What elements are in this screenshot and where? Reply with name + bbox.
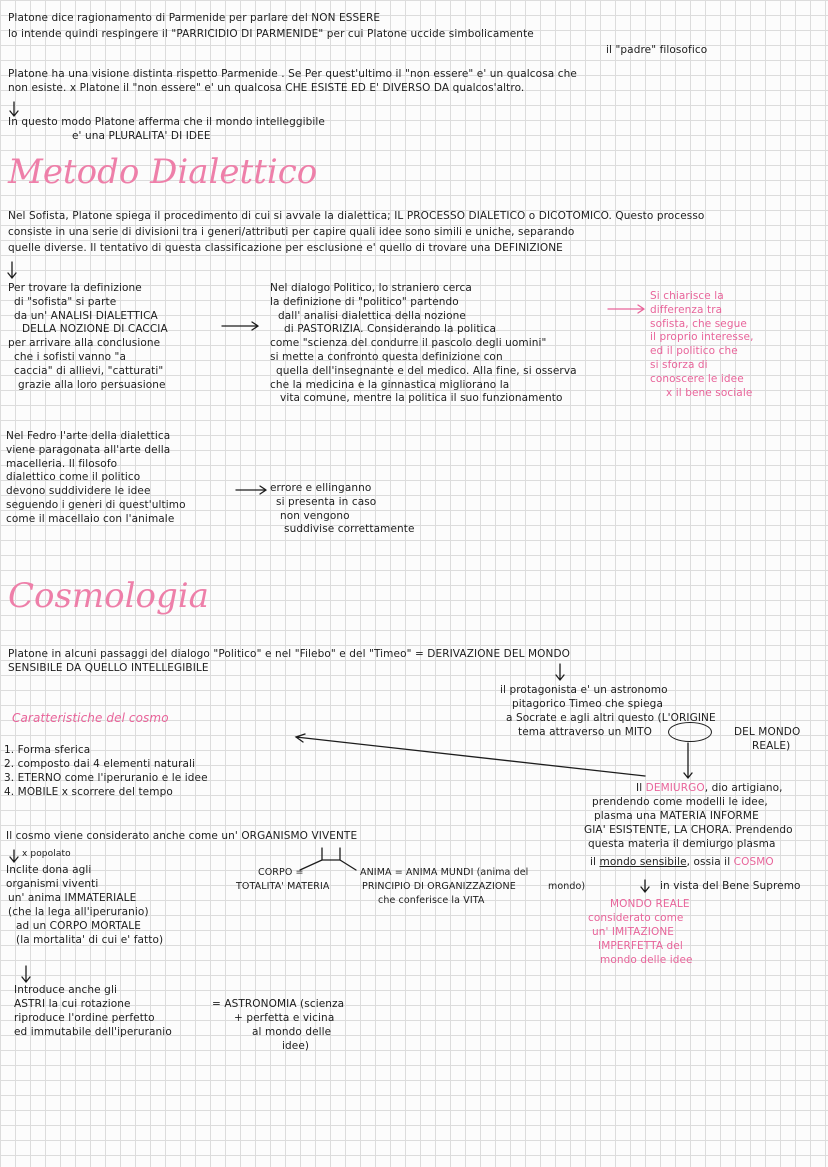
- intro-line: Platone dice ragionamento di Parmenide per parlare del NON ESSERE: [8, 12, 381, 24]
- timeo-line: il protagonista e' un astronomo: [500, 684, 668, 696]
- mondo-reale-line: considerato come: [588, 912, 684, 924]
- bracket-line: [300, 860, 356, 870]
- corpo-line: TOTALITA' MATERIA: [236, 881, 330, 892]
- down-arrow: [641, 880, 649, 892]
- politico-line: si mette a confronto questa definizione con: [270, 351, 503, 363]
- down-arrow: [684, 743, 692, 778]
- metodo-paragraph: quelle diverse. Il tentativo di questa classificazione per esclusione e' quello di trovare una DEFINIZIONE: [8, 242, 563, 254]
- politico-line: la definizione di "politico" partendo: [270, 295, 459, 308]
- politico-line: dall' analisi dialettica della nozione: [278, 309, 466, 322]
- anima-line: che conferisce la VITA: [378, 895, 485, 906]
- demiurgo-line: plasma una MATERIA INFORME: [594, 810, 759, 822]
- demiurgo-name: DEMIURGO: [645, 782, 705, 794]
- anima-line: mondo): [548, 881, 586, 892]
- fedro-line: devono suddividere le idee: [6, 485, 151, 498]
- fedro-line: seguendo i generi di quest'ultimo: [6, 499, 186, 511]
- demiurgo-pre: Il: [636, 782, 646, 794]
- metodo-paragraph: Nel Sofista, Platone spiega il procedimento di cui si avvale la dialettica; IL PROCESSO DIALETICO o DICOTOMICO. Questo processo: [8, 210, 705, 222]
- intro-line: non esiste. x Platone il "non essere" e' un qualcosa CHE ESISTE ED E' DIVERSO DA qualcos'altro.: [8, 82, 525, 94]
- corpo-line: CORPO =: [258, 867, 304, 878]
- incline-line: un' anima IMMATERIALE: [8, 892, 137, 904]
- organismo-line: Il cosmo viene considerato anche come un' ORGANISMO VIVENTE: [6, 830, 358, 842]
- errore-line: si presenta in caso: [276, 495, 377, 508]
- incline-line: (che la lega all'iperuranio): [8, 906, 149, 918]
- intro-line: lo intende quindi respingere il "PARRICIDIO DI PARMENIDE" per cui Platone uccide simbolicamente: [8, 28, 534, 40]
- caratteristica-item: 2. composto dai 4 elementi naturali: [4, 758, 196, 770]
- sofista-line: di "sofista" si parte: [14, 295, 117, 308]
- fedro-line: viene paragonata all'arte della: [6, 443, 171, 456]
- fedro-line: come il macellaio con l'animale: [6, 512, 175, 525]
- dem-last-pre: il: [590, 856, 600, 868]
- right-arrow: [236, 486, 266, 494]
- sofista-line: Per trovare la definizione: [8, 282, 142, 294]
- astri-line: riproduce l'ordine perfetto: [14, 1012, 155, 1024]
- fedro-line: Nel Fedro l'arte della dialettica: [6, 430, 171, 442]
- sofista-line: DELLA NOZIONE DI CACCIA: [22, 323, 168, 336]
- intro-line: In questo modo Platone afferma che il mondo intelleggibile: [8, 116, 325, 128]
- pink-note-line: differenza tra: [650, 303, 723, 316]
- intro-line: il "padre" filosofico: [606, 44, 708, 56]
- politico-line: Nel dialogo Politico, lo straniero cerca: [270, 282, 472, 294]
- incline-line: ad un CORPO MORTALE: [16, 920, 141, 932]
- sofista-line: da un' ANALISI DIALETTICA: [14, 309, 158, 322]
- down-arrow: [8, 262, 16, 278]
- timeo-line: tema attraverso un MITO: [518, 726, 653, 738]
- fedro-line: macelleria. Il filosofo: [6, 457, 118, 470]
- cosmologia-intro: Platone in alcuni passaggi del dialogo "Politico" e nel "Filebo" e del "Timeo" = DERIVAZIONE DEL MONDO: [8, 648, 571, 660]
- mondo-reale-line: MONDO REALE: [610, 898, 690, 910]
- mondo-reale-line: IMPERFETTA del: [598, 940, 683, 952]
- pink-note-line: sofista, che segue: [650, 317, 747, 330]
- pink-note-line: ed il politico che: [650, 345, 738, 358]
- demiurgo-line: prendendo come modelli le idee,: [592, 796, 768, 808]
- popolato-label: x popolato: [22, 849, 71, 859]
- astronomia-line: al mondo delle: [252, 1026, 332, 1038]
- politico-line: vita comune, mentre la politica il suo funzionamento: [280, 392, 563, 405]
- dem-last-mid: , ossia il: [686, 856, 734, 868]
- bracket-line: [322, 848, 340, 860]
- mondo-sensibile: mondo sensibile: [599, 856, 687, 868]
- incline-line: Inclite dona agli: [6, 864, 92, 876]
- astronomia-line: = ASTRONOMIA (scienza: [212, 998, 345, 1010]
- section-title: Cosmologia: [8, 576, 209, 616]
- timeo-line: REALE): [752, 740, 791, 752]
- pink-note-line: si sforza di: [650, 359, 708, 371]
- anima-line: PRINCIPIO DI ORGANIZZAZIONE: [362, 881, 516, 892]
- pink-note-line: conoscere le idee: [650, 372, 744, 385]
- down-arrow: [22, 966, 30, 982]
- sofista-line: caccia" di allievi, "catturati": [14, 364, 164, 377]
- astronomia-line: + perfetta e vicina: [234, 1012, 335, 1024]
- intro-line: Platone ha una visione distinta rispetto Parmenide . Se Per quest'ultimo il "non essere" e' un qualcosa che: [8, 68, 577, 80]
- pink-note-line: il proprio interesse,: [650, 331, 754, 344]
- errore-line: non vengono: [280, 509, 350, 522]
- mondo-reale-line: mondo delle idee: [600, 954, 693, 966]
- caratteristiche-title: Caratteristiche del cosmo: [12, 711, 169, 725]
- errore-line: suddivise correttamente: [284, 523, 415, 536]
- errore-line: errore e ellinganno: [270, 482, 372, 494]
- demiurgo-line: GIA' ESISTENTE, LA CHORA. Prendendo: [584, 824, 793, 836]
- caratteristica-item: 4. MOBILE x scorrere del tempo: [4, 786, 173, 798]
- incline-line: organismi viventi: [6, 878, 99, 890]
- politico-line: di PASTORIZIA. Considerando la politica: [284, 323, 496, 336]
- caratteristica-item: 3. ETERNO come l'iperuranio e le idee: [4, 772, 208, 784]
- down-arrow: [10, 850, 18, 862]
- sofista-line: grazie alla loro persuasione: [18, 378, 166, 391]
- timeo-line: DEL MONDO: [734, 726, 801, 738]
- astri-line: ASTRI la cui rotazione: [14, 998, 131, 1010]
- vista-line: in vista del Bene Supremo: [660, 880, 801, 892]
- intro-line: e' una PLURALITA' DI IDEE: [72, 130, 211, 142]
- mito-circle: [668, 722, 712, 742]
- anima-line: ANIMA = ANIMA MUNDI (anima del: [360, 867, 529, 878]
- astri-line: ed immutabile dell'iperuranio: [14, 1026, 172, 1038]
- politico-line: che la medicina e la ginnastica migliorano la: [270, 378, 510, 391]
- incline-line: (la mortalita' di cui e' fatto): [16, 934, 164, 946]
- down-arrow: [10, 102, 18, 116]
- right-arrow: [222, 322, 258, 330]
- politico-line: quella dell'insegnante e del medico. Alla fine, si osserva: [276, 364, 577, 377]
- demiurgo-line: [636, 782, 783, 796]
- metodo-paragraph: consiste in una serie di divisioni tra i generi/attributi per capire quali idee sono simili e uniche, separando: [8, 226, 575, 238]
- pink-arrow: [608, 305, 644, 313]
- demiurgo-line: questa materia il demiurgo plasma: [588, 838, 776, 850]
- mondo-reale-line: un' IMITAZIONE: [592, 926, 675, 938]
- demiurgo-post: , dio artigiano,: [704, 782, 783, 794]
- cosmologia-intro: SENSIBILE DA QUELLO INTELLEGIBILE: [8, 662, 209, 674]
- fedro-line: dialettico come il politico: [6, 471, 141, 484]
- left-arrow: [296, 734, 645, 776]
- section-title: Metodo Dialettico: [8, 152, 318, 192]
- caratteristica-item: 1. Forma sferica: [4, 744, 91, 756]
- sofista-line: che i sofisti vanno "a: [14, 351, 127, 363]
- pink-note-line: x il bene sociale: [666, 386, 753, 399]
- astri-line: Introduce anche gli: [14, 984, 117, 996]
- sofista-line: per arrivare alla conclusione: [8, 337, 161, 350]
- cosmo-word: COSMO: [733, 856, 774, 868]
- politico-line: come "scienza del condurre il pascolo degli uomini": [270, 337, 547, 350]
- down-arrow: [556, 664, 564, 680]
- pink-note-line: Si chiarisce la: [650, 290, 724, 302]
- astronomia-line: idee): [282, 1040, 310, 1052]
- timeo-line: a Socrate e agli altri questo (L'ORIGINE: [506, 712, 716, 724]
- timeo-line: pitagorico Timeo che spiega: [512, 698, 663, 710]
- demiurgo-line: [590, 856, 774, 870]
